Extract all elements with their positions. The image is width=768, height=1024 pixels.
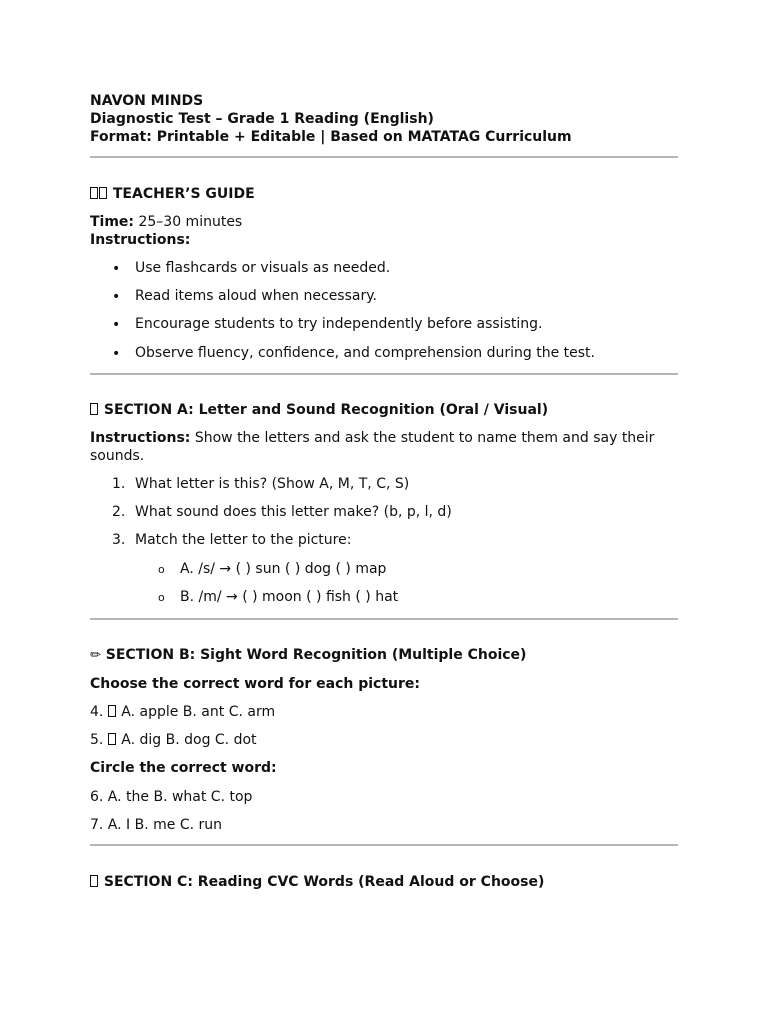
section-a-instructions-cont: sounds.	[90, 448, 145, 464]
section-b-heading	[90, 646, 526, 665]
item-number: 1.	[112, 476, 126, 492]
section-a-instructions	[90, 429, 654, 447]
question-5-number: 5.	[90, 732, 104, 748]
bullet-marker: •	[112, 261, 121, 277]
time-label: Time:	[90, 214, 135, 230]
guide-bullet-item: Read items aloud when necessary.	[135, 288, 377, 304]
picture-icon	[108, 733, 116, 745]
teacher-guide-title: TEACHER’S GUIDE	[112, 186, 255, 202]
item-number: 2.	[112, 504, 126, 520]
guide-bullet-item: Use flashcards or visuals as needed.	[135, 260, 391, 276]
instructions-label: Instructions:	[90, 232, 191, 248]
time-line	[90, 213, 242, 231]
divider	[90, 618, 678, 620]
section-a-instructions-label: Instructions:	[90, 430, 191, 446]
teacher-guide-heading	[90, 185, 255, 203]
item-number: 3.	[112, 532, 126, 548]
test-title: Diagnostic Test – Grade 1 Reading (English)	[90, 111, 434, 127]
section-a-title: SECTION A: Letter and Sound Recognition (Oral / Visual)	[103, 402, 549, 418]
guide-bullet-item: Encourage students to try independently before assisting.	[135, 316, 543, 332]
section-a-item: Match the letter to the picture:	[135, 532, 352, 548]
question-5	[90, 731, 257, 749]
question-4-number: 4.	[90, 704, 104, 720]
divider	[90, 844, 678, 846]
section-c-title: SECTION C: Reading CVC Words (Read Aloud or Choose)	[103, 874, 545, 890]
question-6: 6. A. the B. what C. top	[90, 789, 253, 805]
teacher-icon	[90, 187, 98, 199]
question-5-choices: A. dig B. dog C. dot	[121, 732, 257, 748]
sub-bullet-marker: o	[158, 591, 165, 604]
section-c-heading	[90, 873, 544, 891]
circle-label: Circle the correct word:	[90, 760, 277, 776]
section-b-title: SECTION B: Sight Word Recognition (Multiple Choice)	[105, 647, 527, 663]
bullet-marker: •	[112, 317, 121, 333]
guide-bullet-item: Observe fluency, confidence, and comprehension during the test.	[135, 345, 595, 361]
sub-bullet-marker: o	[158, 563, 165, 576]
question-4	[90, 703, 275, 721]
section-a-heading	[90, 401, 548, 419]
divider	[90, 156, 678, 158]
format-line: Format: Printable + Editable | Based on MATATAG Curriculum	[90, 129, 572, 145]
question-7: 7. A. I B. me C. run	[90, 817, 223, 833]
pencil-icon: ✏	[90, 648, 101, 663]
org-name: NAVON MINDS	[90, 93, 204, 109]
section-a-item: What sound does this letter make? (b, p, l, d)	[135, 504, 452, 520]
section-a-instructions-text: Show the letters and ask the student to name them and say their	[190, 430, 655, 446]
section-a-item: What letter is this? (Show A, M, T, C, S)	[135, 476, 410, 492]
bullet-marker: •	[112, 289, 121, 305]
question-4-choices: A. apple B. ant C. arm	[121, 704, 276, 720]
bullet-marker: •	[112, 346, 121, 362]
divider	[90, 373, 678, 375]
time-value: 25–30 minutes	[134, 214, 243, 230]
section-a-icon	[90, 403, 98, 415]
section-a-sub-item: A. /s/ → ( ) sun ( ) dog ( ) map	[180, 561, 387, 577]
teacher-icon-2	[99, 187, 107, 199]
choose-label: Choose the correct word for each picture:	[90, 676, 420, 692]
section-c-icon	[90, 875, 98, 887]
picture-icon	[108, 705, 116, 717]
section-a-sub-item: B. /m/ → ( ) moon ( ) fish ( ) hat	[180, 589, 399, 605]
